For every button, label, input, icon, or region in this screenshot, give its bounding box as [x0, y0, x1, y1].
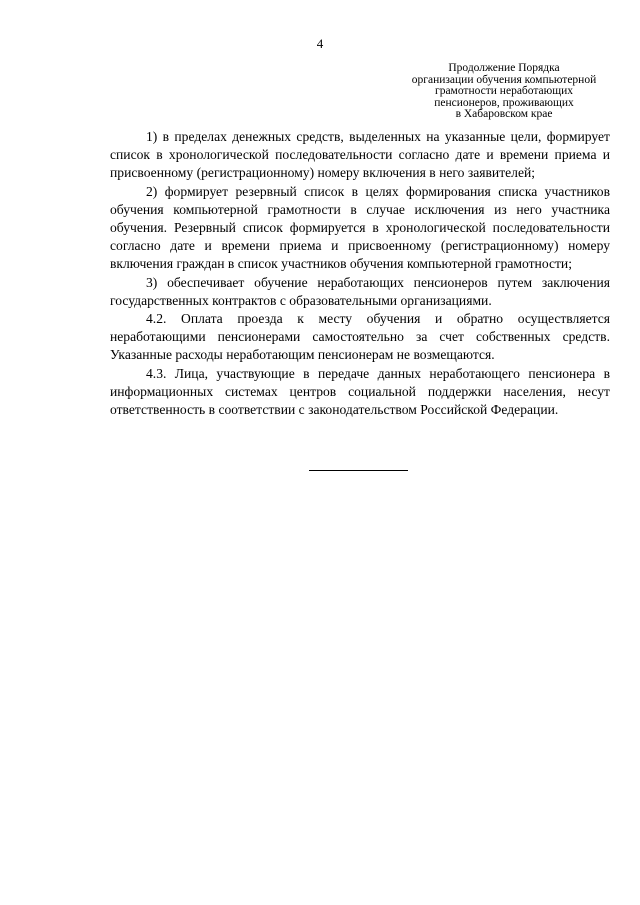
paragraph: 1) в пределах денежных средств, выделенных на указанные цели, формирует список в хронологической последовательности согласно дате и времени приема и присвоенному (регистрационному) номеру включения в него заявителей; [110, 129, 610, 181]
header-line: Продолжение Порядка [448, 62, 560, 74]
paragraph: 2) формирует резервный список в целях формирования списка участников обучения компьютерной грамотности в случае исключения из него участника обучения. Резервный список формируется в хронологической последовательности согласно дате и времени приема и присвоенному (регистрационному) номеру включения граждан в список участников обучения компьютерной грамотности; [110, 183, 610, 272]
header-line: в Хабаровском крае [455, 108, 553, 120]
closing-divider [309, 470, 408, 471]
paragraph: 4.3. Лица, участвующие в передаче данных неработающего пенсионера в информационных системах центров социальной поддержки населения, несут ответственность в соответствии с законодательством Российской Федерации. [110, 365, 610, 418]
document-body [110, 128, 610, 419]
page-number: 4 [316, 36, 324, 51]
header-line: грамотности неработающих [434, 85, 573, 97]
header-line: пенсионеров, проживающих [434, 96, 574, 109]
header-line: организации обучения компьютерной [411, 73, 597, 86]
paragraph: 3) обеспечивает обучение неработающих пенсионеров путем заключения государственных контрактов с образовательными организациями. [110, 274, 610, 308]
paragraph: 4.2. Оплата проезда к месту обучения и обратно осуществляется неработающими пенсионерами самостоятельно за счет собственных средств. Указанные расходы неработающим пенсионерам не возмещаются. [110, 311, 610, 363]
document-header-note [378, 63, 630, 121]
